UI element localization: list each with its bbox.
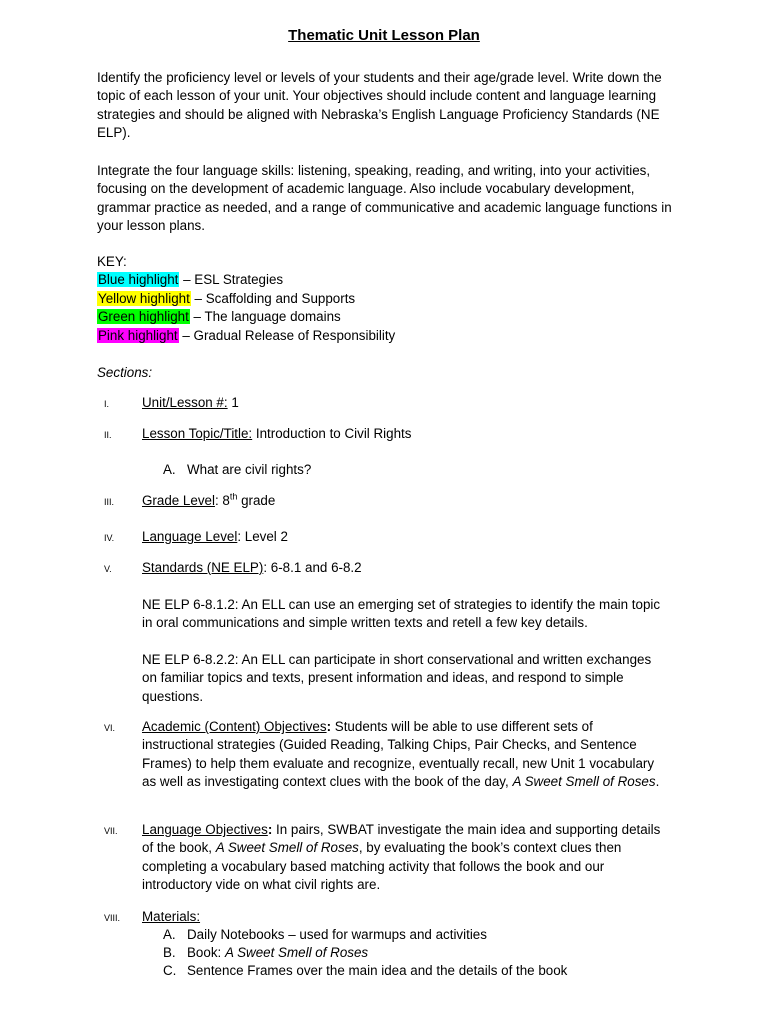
yellow-highlight-label: Yellow highlight: [98, 290, 190, 306]
section-2-numeral: II.: [104, 430, 112, 440]
intro-paragraph-1: Identify the proficiency level or levels of your students and their age/grade level. Write down the topic of each lesson of your unit. Your objectives should include content and language learning strategies and should be aligned with Nebraska’s English Language Proficiency Standards (NE ELP).: [97, 70, 662, 141]
green-highlight-label: Green highlight: [98, 309, 189, 325]
section-language-objectives: Language Objectives: In pairs, SWBAT investigate the main idea and supporting details of the book, A Sweet Smell of Roses, by evaluating the book’s context clues then completing a vocabulary based matching activity that follows the book and our introductory vide on what civil rights are.: [142, 822, 661, 893]
section-grade-level: Grade Level: 8th grade: [142, 491, 276, 508]
section-5-numeral: V.: [104, 564, 112, 574]
sections-label: Sections:: [97, 365, 153, 380]
key-legend: [97, 253, 677, 345]
section-1-numeral: I.: [104, 399, 110, 409]
standard-2: NE ELP 6-8.2.2: An ELL can participate in short conservational and written exchanges on familiar topics and texts, present information and ideas, and respond to simple questions.: [142, 652, 652, 704]
section-materials: Materials:: [142, 909, 201, 924]
section-8-numeral: VIII.: [104, 913, 121, 923]
key-heading: KEY:: [97, 254, 127, 269]
key-item-green: Green highlight – The language domains: [98, 309, 341, 325]
standard-1: NE ELP 6-8.1.2: An ELL can use an emerging set of strategies to identify the main topic in oral communications and simple written texts and retell a few key details.: [142, 597, 661, 631]
materials-item-b: B. Book: A Sweet Smell of Roses: [163, 945, 369, 960]
section-standards: Standards (NE ELP): 6-8.1 and 6-8.2: [142, 560, 362, 575]
key-item-pink: Pink highlight – Gradual Release of Responsibility: [98, 327, 396, 343]
materials-item-a: A. Daily Notebooks – used for warmups and activities: [163, 927, 487, 942]
materials-item-c: C. Sentence Frames over the main idea and the details of the book: [163, 963, 568, 978]
blue-highlight-label: Blue highlight: [98, 272, 179, 288]
key-item-blue: Blue highlight – ESL Strategies: [98, 272, 284, 288]
intro-paragraph-2: Integrate the four language skills: listening, speaking, reading, and writing, into your activities, focusing on the development of academic language. Also include vocabulary development, grammar practice as needed, and a range of communicative and academic language functions in your lesson plans.: [97, 163, 672, 234]
key-item-yellow: Yellow highlight – Scaffolding and Supports: [98, 290, 356, 306]
section-academic-objectives: Academic (Content) Objectives: Students will be able to use different sets of instructional strategies (Guided Reading, Talking Chips, Pair Checks, and Sentence Frames) to help them evaluate and recognize, eventually recall, new Unit 1 vocabulary as well as investigating context clues with the book of the day, A Sweet Smell of Roses.: [142, 719, 660, 790]
section-4-numeral: IV.: [104, 533, 115, 543]
section-lesson-topic: Lesson Topic/Title: Introduction to Civil Rights: [142, 426, 412, 441]
section-language-level: Language Level: Level 2: [142, 529, 288, 544]
pink-highlight-label: Pink highlight: [98, 327, 178, 343]
section-7-numeral: VII.: [104, 826, 118, 836]
section-unit-lesson: Unit/Lesson #: 1: [142, 395, 239, 410]
section-3-numeral: III.: [104, 497, 115, 507]
section-6-numeral: VI.: [104, 723, 116, 733]
topic-subitem: A. What are civil rights?: [163, 462, 312, 477]
page-title: Thematic Unit Lesson Plan: [288, 27, 480, 44]
